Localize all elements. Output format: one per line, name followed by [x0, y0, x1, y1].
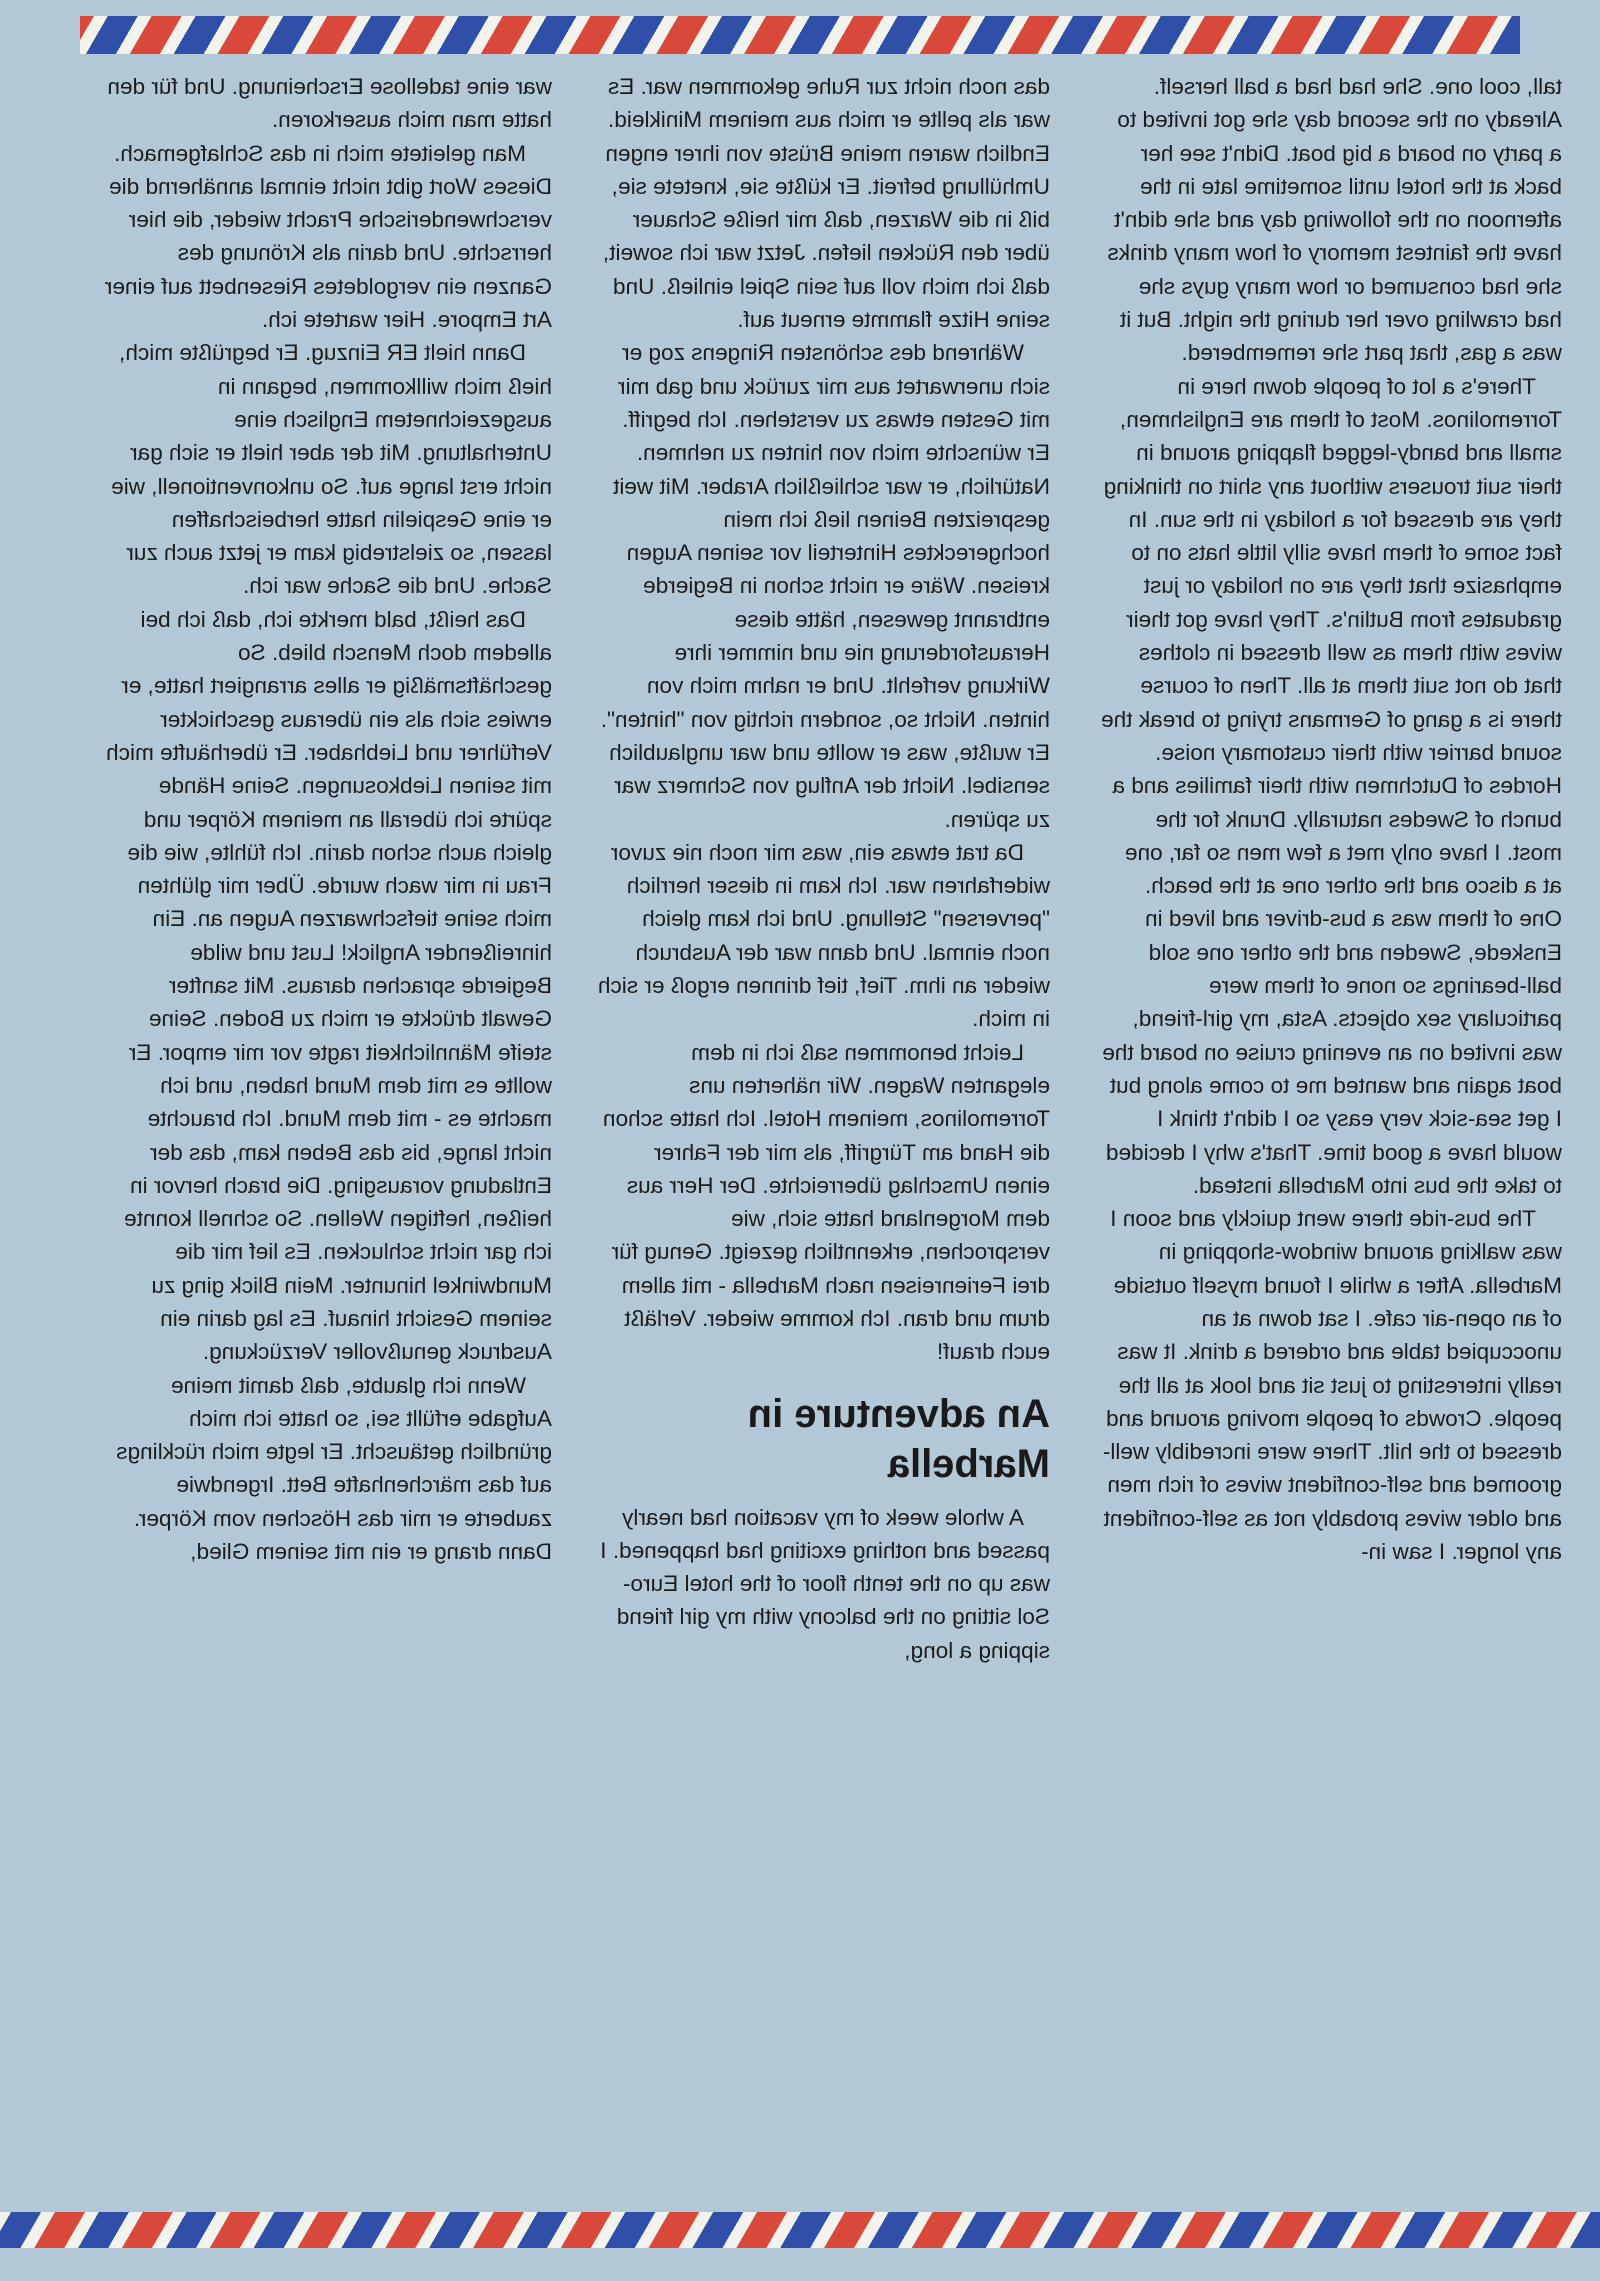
paragraph: Dann hielt ER Einzug. Er begrüßte mich, hieß mich willkommen, begann in ausgezeichnetem Englisch eine Unterhaltung. Mit der aber hielt er sich gar nicht erst lange auf. So unkonventionell, wie er eine Gespielin hatte herbeischaffen lassen, so zielstrebig kam er jetzt auch zur Sache. Und die Sache war ich. [111, 340, 552, 599]
column-german-1 [102, 70, 552, 1568]
paragraph: Während des schönsten Ringens zog er sich unerwartet aus mir zurück und gab mir mit Gesten etwas zu verstehen. Ich begriff. Er wünschte mich von hinten zu nehmen. Natürlich, er war schließlich Araber. Mit weit gespreizten Beinen ließ ich mein hochgerecktes Hinterteil vor seinen Augen kreisen. Wäre er nicht schon in Begierde entbrannt gewesen, hätte diese Herausforderung nie und nimmer ihre Wirkung verfehlt. Und er nahm mich von hinten. Nicht so, sondern richtig von "hinten". Er wußte, was er wollte und war unglaublich sensibel. Nicht der Anflug von Schmerz war zu spüren. [600, 340, 1050, 832]
airmail-border-bottom [0, 2212, 1600, 2248]
paragraph: Da trat etwas ein, was mir noch nie zuvor widerfahren war. Ich kam in dieser herrlich "perversen" Stellung. Und ich kam gleich noch einmal. Und dann war der Ausbruch wieder an ihm. Tief, tief drinnen ergoß er sich in mich. [597, 839, 1050, 1032]
paragraph: tall, cool one. She had had a ball herself. Already on the second day she got invited to a party on board a big boat. Didn't see her back at the hotel until sometime late in the afternoon on the following day and she didn't have the faintest memory of how many drinks she had consumed or how many guys she had crawling over her during the night. But it was a gas, that part she remembered. [1107, 74, 1562, 366]
paragraph: war eine tadellose Erscheinung. Und für den hatte man mich auserkoren. [107, 74, 552, 133]
column-english [1100, 70, 1562, 1568]
paragraph: The bus-ride there went quickly and soon I was walking around window-shopping in Marbella. After a while I found myself outside of an open-air cafe. I sat down at an unoccupied table and ordered a drink. It was really interesting to just sit and look at all the people. Crowds of people moving around and dressed to the hilt. There were incredibly well-groomed and self-confident wives of rich men and older wives probably not as self-confident any longer. I saw in- [1102, 1206, 1562, 1565]
paragraph: Leicht benommen saß ich in dem eleganten Wagen. Wir näherten uns Torremolinos, meinem Hotel. Ich hatte schon die Hand am Türgriff, als mir der Fahrer einen Umschlag überreichte. Der Herr aus dem Morgenland hatte sich, wie versprochen, erkenntlich gezeigt. Genug für drei Ferienreisen nach Marbella - mit allem drum und dran. Ich komme wieder. Verläßt euch drauf! [602, 1039, 1050, 1365]
article-headline: An adventure in Marbella [747, 1391, 1050, 1486]
paragraph: There's a lot of people down here in Torremolinos. Most of them are Englishmen, small and bandy-legged flapping around in their suit trousers without any shirt on thinking they are dressed for a holiday in the sun. In fact some of them have silly little hats on to emphasize that they are on holiday or just graduates from Butlin's. They have got their wives with them as well dressed in clothes that do not suit them at all. Then of course there is a gang of Germans trying to break the sound barrier with their customary noise. Hordes of Dutchmen with their families and a bunch of Swedes naturally. Drunk for the most. I have only met a few men so far, one at a disco and the other one at the beach. One of them was a bus-driver and lived in Enskede, Sweden and the other one sold ball-bearings so none of them were particulary sex objects. Asta, my girl-friend, was invited on an evening cruise on board the boat again and wanted me to come along but I get sea-sick very easy so I didn't think I would have a good time. That's why I decided to take the bus into Marbella instead. [1101, 373, 1562, 1198]
paragraph: Wenn ich glaubte, daß damit meine Aufgabe erfüllt sei, so hatte ich mich gründlich getäuscht. Er legte mich rücklings auf das märchenhafte Bett. Irgendwie zauberte er mir das Höschen vom Körper. Dann drang er ein mit seinem Glied, [116, 1372, 552, 1565]
airmail-border-top [80, 16, 1520, 54]
paragraph: Das heißt, bald merkte ich, daß ich bei alledem doch Mensch blieb. So geschäftsmäßig er alles arrangiert hatte, er erwies sich als ein überaus geschickter Verführer und Liebhaber. Er überhäufte mich mit seinen Liebkosungen. Seine Hände spürte ich überall an meinem Körper und gleich auch schon darin. Ich fühlte, wie die Frau in mir wach wurde. Über mir glühten mich seine tiefschwarzen Augen an. Ein hinreißender Anglick! Lust und wilde Begierde sprachen daraus. Mit sanfter Gewalt drückte er mich zu Boden. Seine steife Männlichkeit ragte vor mir empor. Er wollte es mit dem Mund haben, und ich machte es - mit dem Mund. Ich brauchte nicht lange, bis das Beben kam, das der Entladung vorausging. Die brach hervor in heißen, heftigen Wellen. So schnell konnte ich gar nicht schlucken. Es lief mir die Mundwinkel hinunter. Mein Blick ging zu seinem Gesicht hinauf. Es lag darin ein Ausdruck genußvoller Verzückung. [106, 606, 552, 1365]
paragraph: das noch nicht zur Ruhe gekommen war. Es war als pellte er mich aus meinem Minikleid. Endlich waren meine Brüste von ihrer engen Umhüllung befreit. Er küßte sie, knetete sie, biß in die Warzen, daß mir heiße Schauer über den Rücken liefen. Jetzt war ich soweit, daß ich mich voll auf sein Spiel einließ. Und seine Hitze flammte erneut auf. [602, 74, 1050, 333]
paragraph: A whole week of my vacation had nearly passed and nothing exciting had happened. I was up on the tenth floor of the hotel Euro-Sol sitting on the balcony with my girl friend sipping a long, [600, 1504, 1050, 1663]
paragraph: Man geleitete mich in das Schlafgemach. Dieses Wort gibt nicht einmal annähernd die verschwenderische Pracht wieder, die hier herrschte. Und darin als Krönung des Ganzen ein vergoldetes Riesenbett auf einer Art Empore. Hier wartete ich. [104, 140, 552, 333]
mirrored-text-area [0, 70, 1600, 2205]
column-german-2 [595, 70, 1050, 1667]
